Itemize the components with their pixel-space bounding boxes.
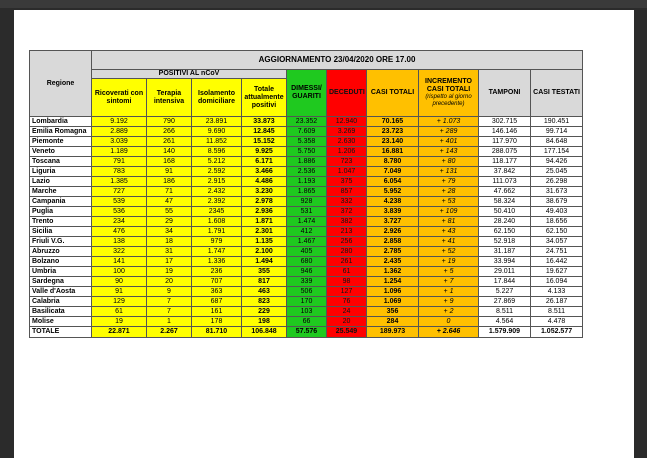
cell-casi: 8.780: [367, 157, 419, 167]
cell-testati: 4.478: [531, 317, 583, 327]
cell-totale: 2.978: [242, 197, 287, 207]
cell-deceduti: 261: [327, 257, 367, 267]
cell-dimessi: 946: [287, 267, 327, 277]
cell-incr: + 1.073: [419, 117, 479, 127]
cell-totale: 1.871: [242, 217, 287, 227]
cell-tamponi: 47.662: [479, 187, 531, 197]
cell-totale: 12.845: [242, 127, 287, 137]
cell-region: Bolzano: [30, 257, 92, 267]
cell-ricoverati: 129: [92, 297, 147, 307]
header-casi-testati: CASI TESTATI: [531, 70, 583, 117]
table-row: [30, 307, 583, 317]
cell-region: Umbria: [30, 267, 92, 277]
cell-tamponi: 27.869: [479, 297, 531, 307]
cell-incr: 0: [419, 317, 479, 327]
cell-testati: 38.679: [531, 197, 583, 207]
cell-incr: + 1: [419, 287, 479, 297]
cell-isolamento: 2345: [192, 207, 242, 217]
cell-incr: + 43: [419, 227, 479, 237]
cell-ricoverati: 727: [92, 187, 147, 197]
header-tamponi: TAMPONI: [479, 70, 531, 117]
cell-ricoverati: 1.189: [92, 147, 147, 157]
cell-terapia: 47: [147, 197, 192, 207]
table-row: [30, 157, 583, 167]
cell-incr: + 41: [419, 237, 479, 247]
cell-deceduti: 25.549: [327, 327, 367, 338]
cell-testati: 24.751: [531, 247, 583, 257]
cell-deceduti: 280: [327, 247, 367, 257]
cell-dimessi: 1.865: [287, 187, 327, 197]
cell-region: Lazio: [30, 177, 92, 187]
cell-deceduti: 76: [327, 297, 367, 307]
cell-incr: + 28: [419, 187, 479, 197]
cell-casi: 1.254: [367, 277, 419, 287]
cell-dimessi: 339: [287, 277, 327, 287]
cell-testati: 1.052.577: [531, 327, 583, 338]
cell-incr: + 289: [419, 127, 479, 137]
cell-dimessi: 66: [287, 317, 327, 327]
cell-totale: 198: [242, 317, 287, 327]
cell-deceduti: 382: [327, 217, 367, 227]
cell-totale: 9.925: [242, 147, 287, 157]
cell-terapia: 19: [147, 267, 192, 277]
cell-terapia: 91: [147, 167, 192, 177]
cell-incr: + 7: [419, 277, 479, 287]
cell-ricoverati: 322: [92, 247, 147, 257]
cell-tamponi: 29.011: [479, 267, 531, 277]
header-deceduti: DECEDUTI: [327, 70, 367, 117]
cell-totale: 106.848: [242, 327, 287, 338]
cell-dimessi: 5.750: [287, 147, 327, 157]
cell-testati: 26.298: [531, 177, 583, 187]
cell-isolamento: 979: [192, 237, 242, 247]
cell-totale: 3.230: [242, 187, 287, 197]
cell-region: Emilia Romagna: [30, 127, 92, 137]
cell-dimessi: 506: [287, 287, 327, 297]
cell-testati: 16.442: [531, 257, 583, 267]
cell-terapia: 168: [147, 157, 192, 167]
cell-testati: 8.511: [531, 307, 583, 317]
cell-incr: + 2.646: [419, 327, 479, 338]
header-ricoverati: Ricoverati con sintomi: [92, 79, 147, 117]
cell-totale: 2.100: [242, 247, 287, 257]
cell-terapia: 34: [147, 227, 192, 237]
cell-dimessi: 405: [287, 247, 327, 257]
cell-terapia: 17: [147, 257, 192, 267]
cell-dimessi: 531: [287, 207, 327, 217]
cell-tamponi: 111.073: [479, 177, 531, 187]
cell-incr: + 131: [419, 167, 479, 177]
cell-incr: + 80: [419, 157, 479, 167]
table-row: [30, 267, 583, 277]
cell-region: Trento: [30, 217, 92, 227]
cell-tamponi: 288.075: [479, 147, 531, 157]
cell-tamponi: 5.227: [479, 287, 531, 297]
cell-casi: 3.839: [367, 207, 419, 217]
cell-totale: 2.301: [242, 227, 287, 237]
cell-casi: 1.069: [367, 297, 419, 307]
cell-ricoverati: 138: [92, 237, 147, 247]
cell-terapia: 71: [147, 187, 192, 197]
cell-totale: 2.936: [242, 207, 287, 217]
cell-isolamento: 161: [192, 307, 242, 317]
cell-region: Lombardia: [30, 117, 92, 127]
cell-casi: 7.049: [367, 167, 419, 177]
cell-testati: 18.656: [531, 217, 583, 227]
cell-ricoverati: 91: [92, 287, 147, 297]
cell-region: Marche: [30, 187, 92, 197]
cell-casi: 3.727: [367, 217, 419, 227]
table-row: [30, 127, 583, 137]
cell-terapia: 9: [147, 287, 192, 297]
header-regione: Regione: [30, 51, 92, 117]
cell-tamponi: 117.970: [479, 137, 531, 147]
cell-incr: + 79: [419, 177, 479, 187]
cell-tamponi: 17.844: [479, 277, 531, 287]
cell-totale: 1.135: [242, 237, 287, 247]
header-casi-totali: CASI TOTALI: [367, 70, 419, 117]
cell-region: TOTALE: [30, 327, 92, 338]
cell-incr: + 2: [419, 307, 479, 317]
cell-terapia: 1: [147, 317, 192, 327]
cell-ricoverati: 141: [92, 257, 147, 267]
cell-testati: 99.714: [531, 127, 583, 137]
cell-incr: + 109: [419, 207, 479, 217]
cell-tamponi: 28.240: [479, 217, 531, 227]
cell-ricoverati: 22.871: [92, 327, 147, 338]
table-row: [30, 287, 583, 297]
cell-terapia: 261: [147, 137, 192, 147]
cell-region: Calabria: [30, 297, 92, 307]
cell-deceduti: 1.206: [327, 147, 367, 157]
cell-testati: 26.187: [531, 297, 583, 307]
table-row: [30, 297, 583, 307]
cell-terapia: 7: [147, 297, 192, 307]
cell-isolamento: 5.212: [192, 157, 242, 167]
cell-dimessi: 1.193: [287, 177, 327, 187]
cell-region: Abruzzo: [30, 247, 92, 257]
cell-testati: 19.627: [531, 267, 583, 277]
cell-tamponi: 1.579.909: [479, 327, 531, 338]
cell-casi: 5.952: [367, 187, 419, 197]
cell-isolamento: 81.710: [192, 327, 242, 338]
cell-isolamento: 1.336: [192, 257, 242, 267]
cell-deceduti: 857: [327, 187, 367, 197]
cell-incr: + 53: [419, 197, 479, 207]
cell-isolamento: 11.852: [192, 137, 242, 147]
covid-regional-table: [29, 50, 583, 338]
cell-casi: 70.165: [367, 117, 419, 127]
cell-ricoverati: 783: [92, 167, 147, 177]
cell-incr: + 5: [419, 267, 479, 277]
cell-deceduti: 375: [327, 177, 367, 187]
cell-terapia: 20: [147, 277, 192, 287]
cell-isolamento: 687: [192, 297, 242, 307]
table-row: [30, 187, 583, 197]
cell-testati: 16.094: [531, 277, 583, 287]
cell-totale: 6.171: [242, 157, 287, 167]
cell-deceduti: 332: [327, 197, 367, 207]
cell-totale: 823: [242, 297, 287, 307]
cell-dimessi: 1.474: [287, 217, 327, 227]
cell-isolamento: 178: [192, 317, 242, 327]
cell-totale: 229: [242, 307, 287, 317]
cell-testati: 62.150: [531, 227, 583, 237]
cell-region: Liguria: [30, 167, 92, 177]
cell-incr: + 143: [419, 147, 479, 157]
cell-casi: 2.858: [367, 237, 419, 247]
cell-deceduti: 2.630: [327, 137, 367, 147]
cell-casi: 23.140: [367, 137, 419, 147]
cell-incr: + 9: [419, 297, 479, 307]
cell-dimessi: 1.886: [287, 157, 327, 167]
cell-terapia: 2.267: [147, 327, 192, 338]
cell-incr: + 401: [419, 137, 479, 147]
cell-ricoverati: 90: [92, 277, 147, 287]
header-title: AGGIORNAMENTO 23/04/2020 ORE 17.00: [92, 51, 583, 70]
header-terapia: Terapia intensiva: [147, 79, 192, 117]
cell-dimessi: 7.609: [287, 127, 327, 137]
cell-ricoverati: 19: [92, 317, 147, 327]
cell-deceduti: 61: [327, 267, 367, 277]
cell-tamponi: 62.150: [479, 227, 531, 237]
cell-dimessi: 1.467: [287, 237, 327, 247]
table-row: [30, 257, 583, 267]
header-positivi-group: POSITIVI AL nCoV: [92, 70, 287, 79]
cell-tamponi: 33.994: [479, 257, 531, 267]
cell-terapia: 266: [147, 127, 192, 137]
table-row: [30, 167, 583, 177]
cell-casi: 1.362: [367, 267, 419, 277]
cell-casi: 189.973: [367, 327, 419, 338]
cell-dimessi: 2.536: [287, 167, 327, 177]
cell-totale: 15.152: [242, 137, 287, 147]
cell-casi: 284: [367, 317, 419, 327]
cell-totale: 1.494: [242, 257, 287, 267]
cell-terapia: 18: [147, 237, 192, 247]
cell-tamponi: 146.146: [479, 127, 531, 137]
table-row: [30, 227, 583, 237]
cell-tamponi: 118.177: [479, 157, 531, 167]
cell-testati: 31.673: [531, 187, 583, 197]
cell-isolamento: 2.392: [192, 197, 242, 207]
cell-testati: 49.403: [531, 207, 583, 217]
cell-terapia: 29: [147, 217, 192, 227]
table-row: [30, 247, 583, 257]
table-row: [30, 137, 583, 147]
cell-region: Basilicata: [30, 307, 92, 317]
cell-tamponi: 52.918: [479, 237, 531, 247]
cell-dimessi: 170: [287, 297, 327, 307]
cell-totale: 817: [242, 277, 287, 287]
cell-ricoverati: 2.889: [92, 127, 147, 137]
total-row: [30, 327, 583, 338]
cell-testati: 25.045: [531, 167, 583, 177]
top-bar: [0, 0, 647, 8]
cell-casi: 6.054: [367, 177, 419, 187]
cell-region: Campania: [30, 197, 92, 207]
cell-region: Veneto: [30, 147, 92, 157]
cell-casi: 356: [367, 307, 419, 317]
cell-deceduti: 98: [327, 277, 367, 287]
cell-totale: 463: [242, 287, 287, 297]
header-incremento-sub: (rispetto al giorno precedente): [425, 94, 472, 107]
cell-casi: 23.723: [367, 127, 419, 137]
cell-deceduti: 24: [327, 307, 367, 317]
cell-ricoverati: 61: [92, 307, 147, 317]
cell-testati: 177.154: [531, 147, 583, 157]
cell-isolamento: 707: [192, 277, 242, 287]
cell-dimessi: 928: [287, 197, 327, 207]
cell-deceduti: 3.269: [327, 127, 367, 137]
cell-region: Toscana: [30, 157, 92, 167]
cell-dimessi: 103: [287, 307, 327, 317]
cell-testati: 94.426: [531, 157, 583, 167]
cell-ricoverati: 100: [92, 267, 147, 277]
cell-deceduti: 12.940: [327, 117, 367, 127]
cell-incr: + 81: [419, 217, 479, 227]
cell-region: Puglia: [30, 207, 92, 217]
cell-tamponi: 37.842: [479, 167, 531, 177]
cell-terapia: 140: [147, 147, 192, 157]
cell-region: Sardegna: [30, 277, 92, 287]
cell-testati: 34.057: [531, 237, 583, 247]
cell-deceduti: 213: [327, 227, 367, 237]
cell-region: Sicilia: [30, 227, 92, 237]
cell-tamponi: 31.187: [479, 247, 531, 257]
table-row: [30, 147, 583, 157]
table-row: [30, 177, 583, 187]
header-totale-positivi: Totale attualmente positivi: [242, 79, 287, 117]
header-incremento: [419, 70, 479, 117]
cell-isolamento: 363: [192, 287, 242, 297]
header-dimessi: DIMESSI/ GUARITI: [287, 70, 327, 117]
cell-casi: 4.238: [367, 197, 419, 207]
cell-deceduti: 723: [327, 157, 367, 167]
cell-isolamento: 8.596: [192, 147, 242, 157]
cell-isolamento: 2.915: [192, 177, 242, 187]
cell-dimessi: 57.576: [287, 327, 327, 338]
cell-incr: + 52: [419, 247, 479, 257]
cell-region: Piemonte: [30, 137, 92, 147]
cell-tamponi: 50.410: [479, 207, 531, 217]
cell-dimessi: 680: [287, 257, 327, 267]
cell-terapia: 186: [147, 177, 192, 187]
table-row: [30, 197, 583, 207]
cell-isolamento: 9.690: [192, 127, 242, 137]
cell-tamponi: 4.564: [479, 317, 531, 327]
header-isolamento: Isolamento domiciliare: [192, 79, 242, 117]
cell-totale: 33.873: [242, 117, 287, 127]
table-row: [30, 117, 583, 127]
cell-casi: 2.926: [367, 227, 419, 237]
cell-testati: 190.451: [531, 117, 583, 127]
cell-ricoverati: 791: [92, 157, 147, 167]
cell-deceduti: 256: [327, 237, 367, 247]
cell-testati: 4.133: [531, 287, 583, 297]
cell-totale: 355: [242, 267, 287, 277]
cell-isolamento: 23.891: [192, 117, 242, 127]
cell-ricoverati: 539: [92, 197, 147, 207]
header-incremento-label: INCREMENTO CASI TOTALI: [425, 78, 472, 93]
cell-totale: 3.466: [242, 167, 287, 177]
cell-dimessi: 23.352: [287, 117, 327, 127]
cell-isolamento: 2.592: [192, 167, 242, 177]
cell-terapia: 790: [147, 117, 192, 127]
cell-deceduti: 20: [327, 317, 367, 327]
cell-terapia: 31: [147, 247, 192, 257]
cell-totale: 4.486: [242, 177, 287, 187]
table-body: [30, 117, 583, 338]
cell-isolamento: 236: [192, 267, 242, 277]
cell-ricoverati: 3.039: [92, 137, 147, 147]
cell-tamponi: 58.324: [479, 197, 531, 207]
cell-isolamento: 1.791: [192, 227, 242, 237]
table-row: [30, 317, 583, 327]
cell-incr: + 19: [419, 257, 479, 267]
table-row: [30, 277, 583, 287]
cell-region: Molise: [30, 317, 92, 327]
cell-isolamento: 1.747: [192, 247, 242, 257]
cell-deceduti: 372: [327, 207, 367, 217]
cell-casi: 16.881: [367, 147, 419, 157]
cell-isolamento: 2.432: [192, 187, 242, 197]
cell-deceduti: 127: [327, 287, 367, 297]
cell-dimessi: 412: [287, 227, 327, 237]
cell-casi: 1.096: [367, 287, 419, 297]
cell-region: Valle d'Aosta: [30, 287, 92, 297]
cell-ricoverati: 1.385: [92, 177, 147, 187]
cell-dimessi: 5.358: [287, 137, 327, 147]
cell-ricoverati: 476: [92, 227, 147, 237]
cell-terapia: 7: [147, 307, 192, 317]
cell-tamponi: 8.511: [479, 307, 531, 317]
table-row: [30, 237, 583, 247]
cell-casi: 2.435: [367, 257, 419, 267]
cell-deceduti: 1.047: [327, 167, 367, 177]
cell-region: Friuli V.G.: [30, 237, 92, 247]
cell-terapia: 55: [147, 207, 192, 217]
cell-ricoverati: 536: [92, 207, 147, 217]
cell-ricoverati: 9.192: [92, 117, 147, 127]
cell-casi: 2.785: [367, 247, 419, 257]
cell-testati: 84.648: [531, 137, 583, 147]
table-row: [30, 207, 583, 217]
cell-ricoverati: 234: [92, 217, 147, 227]
cell-tamponi: 302.715: [479, 117, 531, 127]
table-row: [30, 217, 583, 227]
cell-isolamento: 1.608: [192, 217, 242, 227]
